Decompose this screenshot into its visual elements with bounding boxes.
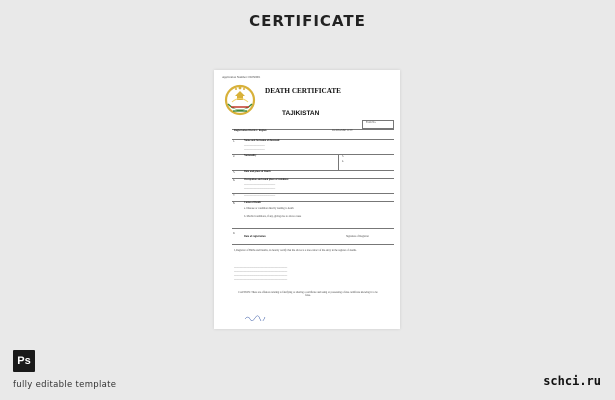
state-emblem-icon [223,82,257,116]
nationality-label: Nationality [244,154,257,157]
signature-mark [244,315,266,321]
residence-label: Occupation and usual place of residence [244,178,289,181]
caution-note: CAUTION: There are offences relating to falsifying or altering a certificate and using or possessing a false certificate knowing it to be false. [238,291,378,297]
form-number-box [362,120,394,129]
registrar-signature-label: Signature of Registrar [346,235,369,238]
brand-watermark: schci.ru [543,374,601,388]
registration-value: DUSHANBE CITY [332,129,353,132]
divider [232,228,394,229]
country-name: TAJIKISTAN [282,110,320,117]
divider [338,154,339,170]
tagline: fully editable template [13,380,117,390]
application-number: Application Number: 00250001 [222,75,261,79]
cause-of-death-label: Cause of Death [244,201,261,204]
certificate-document: Application Number: 00250001 DEATH CERTIFICATE TAJIKISTAN Form No. Registration District / Region DUSHANBE CITY 1. Name and Surname of deceased ________________ ________________ 2. Nationality 3. 4. 5. Date and place of Death 6. Occupation and usual place of residence ________________________ ________________________ 7. ________________________ 8. Cause of Death a. Disease or condition directly leading to death b. Morbid conditions, if any, giving rise to above cause 9. Date of registration Signature of Registrar I, Registrar of Births and Deaths, do hereby certify that the above is a true extract of the entry in the register of deaths. _________________________________________ _________________________________________ _________________________________________ _________________________________________ CAUTION: There are offences relating to falsifying or altering a certificate and using or possessing a false certificate knowing it to be false. [214,70,400,329]
deceased-name-label: Name and Surname of deceased [244,139,280,142]
cause-a: a. Disease or condition directly leading to death [244,207,294,210]
cause-b: b. Morbid conditions, if any, giving rise to above cause [244,215,302,218]
divider [232,244,394,245]
registration-date-label: Date of registration [244,235,266,238]
certificate-title: DEATH CERTIFICATE [265,87,341,95]
registration-label: Registration District / Region [234,129,267,132]
page-title: CERTIFICATE [249,12,366,30]
certification-statement: I, Registrar of Births and Deaths, do hereby certify that the above is a true extract of the entry in the register of deaths. [234,249,357,252]
death-date-label: Date and place of Death [244,170,271,173]
photoshop-icon: Ps [13,350,35,372]
form-number: Form No. [366,121,377,124]
